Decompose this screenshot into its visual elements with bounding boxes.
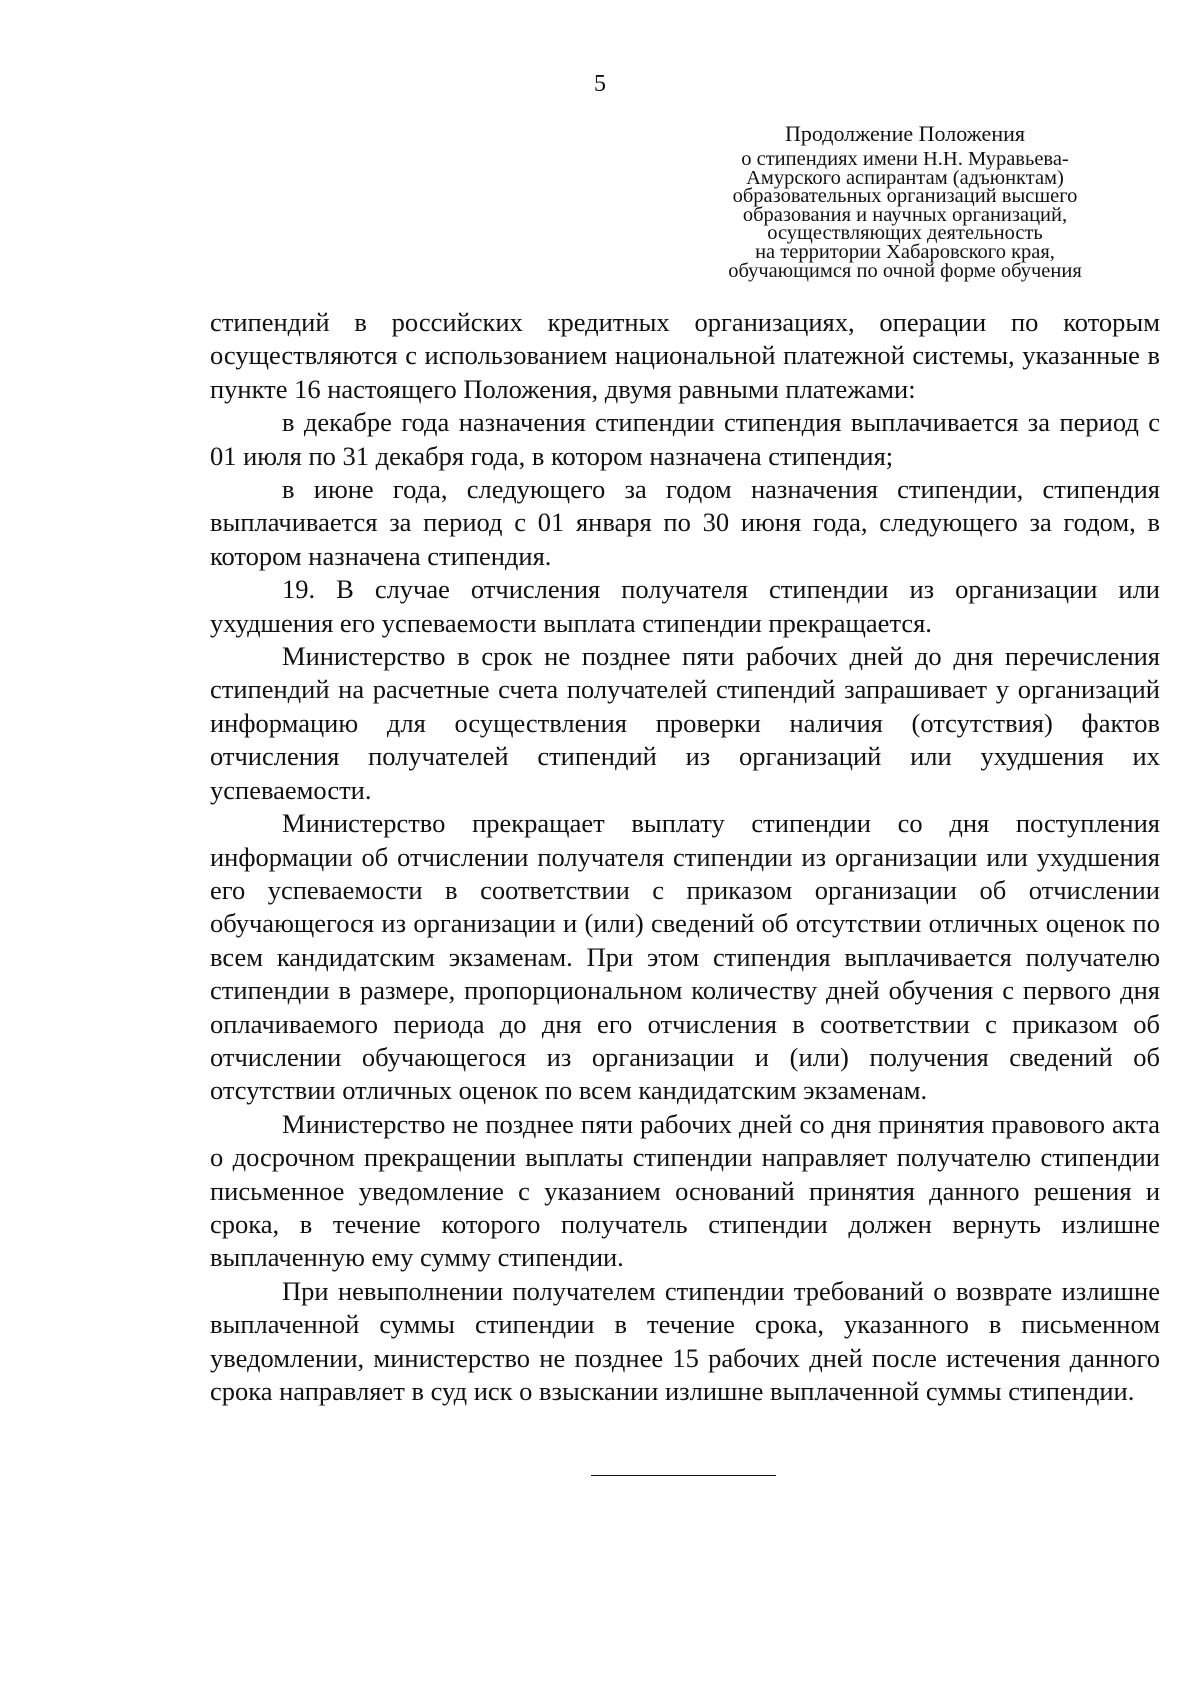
paragraph-continuation: стипендий в российских кредитных организациях, операции по которым осуществляются с использованием национальной платежной системы, указанные в пункте 16 настоящего Положения, двумя равными платежами: [210,307,1160,404]
header-line: осуществляющих деятельность [767,222,1043,245]
paragraph: Министерство прекращает выплату стипендии со дня поступления информации об отчислении получателя стипендии из организации или ухудшения его успеваемости в соответствии с приказом организации об отчислении обучающегося из организации и (или) сведений об отсутствии отличных оценок по всем кандидатским экзаменам. При этом стипендия выплачивается получателю стипендии в размере, пропорциональном количеству дней обучения с первого дня оплачиваемого периода до дня его отчисления в соответствии с приказом об отчислении обучающегося из организации и (или) получения сведений об отсутствии отличных оценок по всем кандидатским экзаменам. [210,808,1160,1106]
paragraph: Министерство не позднее пяти рабочих дней со дня принятия правового акта о досрочном прекращении выплаты стипендии направляет получателю стипендии письменное уведомление с указанием оснований принятия данного решения и срока, в течение которого получатель стипендии должен вернуть излишне выплаченную ему сумму стипендии. [210,1108,1160,1273]
header-line: на территории Хабаровского края, [755,240,1055,263]
paragraph: в декабре года назначения стипендии стипендия выплачивается за период с 01 июля по 31 декабря года, в котором назначена стипендия; [210,407,1160,471]
page-number: 5 [594,71,606,97]
document-body [210,306,1160,1408]
header-line: обучающимся по очной форме обучения [728,259,1082,282]
paragraph-clause-19: 19. В случае отчисления получателя стипендии из организации или ухудшения его успеваемости выплата стипендии прекращается. [210,574,1160,638]
paragraph: Министерство в срок не позднее пяти рабочих дней до дня перечисления стипендий на расчетные счета получателей стипендий запрашивает у организаций информацию для осуществления проверки наличия (отсутствия) фактов отчисления получателей стипендий из организаций или ухудшения их успеваемости. [210,641,1160,805]
end-of-document-rule [591,1475,776,1476]
document-header-block [690,122,1120,280]
paragraph: в июне года, следующего за годом назначения стипендии, стипендия выплачивается за период с 01 января по 30 июня года, следующего за годом, в котором назначена стипендия. [210,474,1160,571]
header-line: о стипендиях имени Н.Н. Муравьева- [741,148,1069,170]
header-line: образования и научных организаций, [742,203,1068,226]
paragraph: При невыполнении получателем стипендии требований о возврате излишне выплаченной суммы стипендии в течение срока, указанного в письменном уведомлении, министерство не позднее 15 рабочих дней после истечения данного срока направляет в суд иск о взыскании излишне выплаченной суммы стипендии. [210,1275,1160,1406]
header-line: Продолжение Положения [785,121,1025,146]
header-line: образовательных организаций высшего [732,185,1078,208]
header-line: Амурского аспирантам (адъюнктам) [746,166,1064,189]
